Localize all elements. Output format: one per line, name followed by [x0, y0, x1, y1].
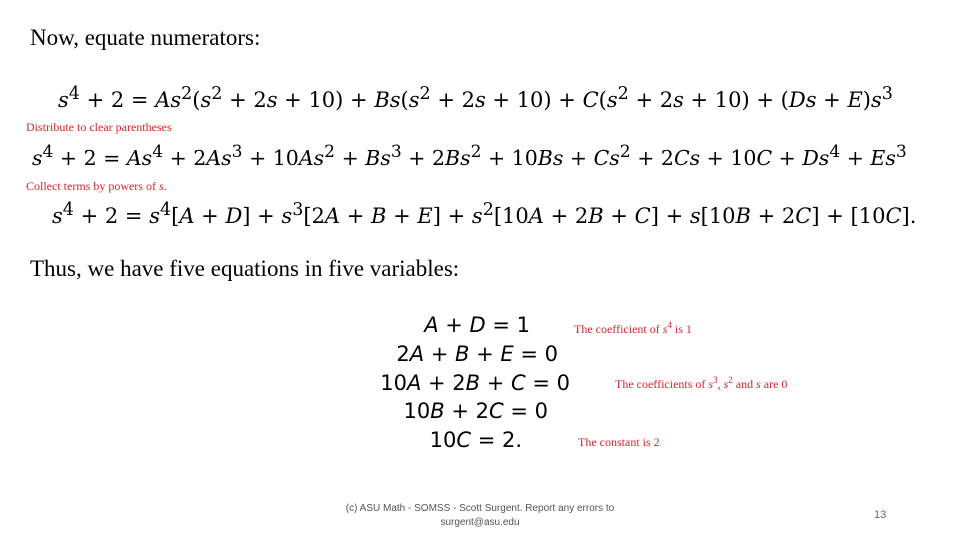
note-coefficient-s4: The coefficient of $s^4$ is 1	[574, 320, 692, 336]
note-coefficients-zero: The coefficients of $s^3$, $s^2$ and s are 0	[615, 375, 788, 391]
system-equation-1: A + D = 1	[424, 313, 530, 337]
system-equation-3: 10A + 2B + C = 0	[380, 371, 570, 395]
heading-equate-numerators: Now, equate numerators:	[30, 25, 261, 50]
footer-credit-line2: surgent@asu.edu	[440, 517, 520, 528]
equation-numerators: $s^4 + 2 = As^2(s^2 + 2s + 10) + Bs(s^2 + 2s + 10) + C(s^2 + 2s + 10) + (Ds + E)s^3$	[58, 84, 893, 112]
note-constant: The constant is 2	[578, 435, 660, 449]
page-number: 13	[874, 509, 887, 521]
system-equation-5: 10C = 2.	[429, 428, 522, 452]
system-equation-4: 10B + 2C = 0	[403, 399, 548, 423]
note-distribute: Distribute to clear parentheses	[26, 120, 172, 134]
equation-collected: $s^4 + 2 = s^4[A + D] + s^3[2A + B + E] + s^2[10A + 2B + C] + s[10B + 2C] + [10C]$.	[52, 200, 917, 228]
equation-distributed: $s^4 + 2 = As^4 + 2As^3 + 10As^2 + Bs^3 + 2Bs^2 + 10Bs + Cs^2 + 2Cs + 10C + Ds^4 + Es^3$	[32, 142, 907, 170]
footer-credit	[320, 502, 640, 530]
system-equation-2: 2A + B + E = 0	[396, 342, 558, 366]
heading-five-equations: Thus, we have five equations in five variables:	[30, 256, 460, 281]
note-collect: Collect terms by powers of s.	[26, 179, 167, 193]
footer-credit-line1: (c) ASU Math - SOMSS - Scott Surgent. Report any errors to	[345, 503, 615, 514]
